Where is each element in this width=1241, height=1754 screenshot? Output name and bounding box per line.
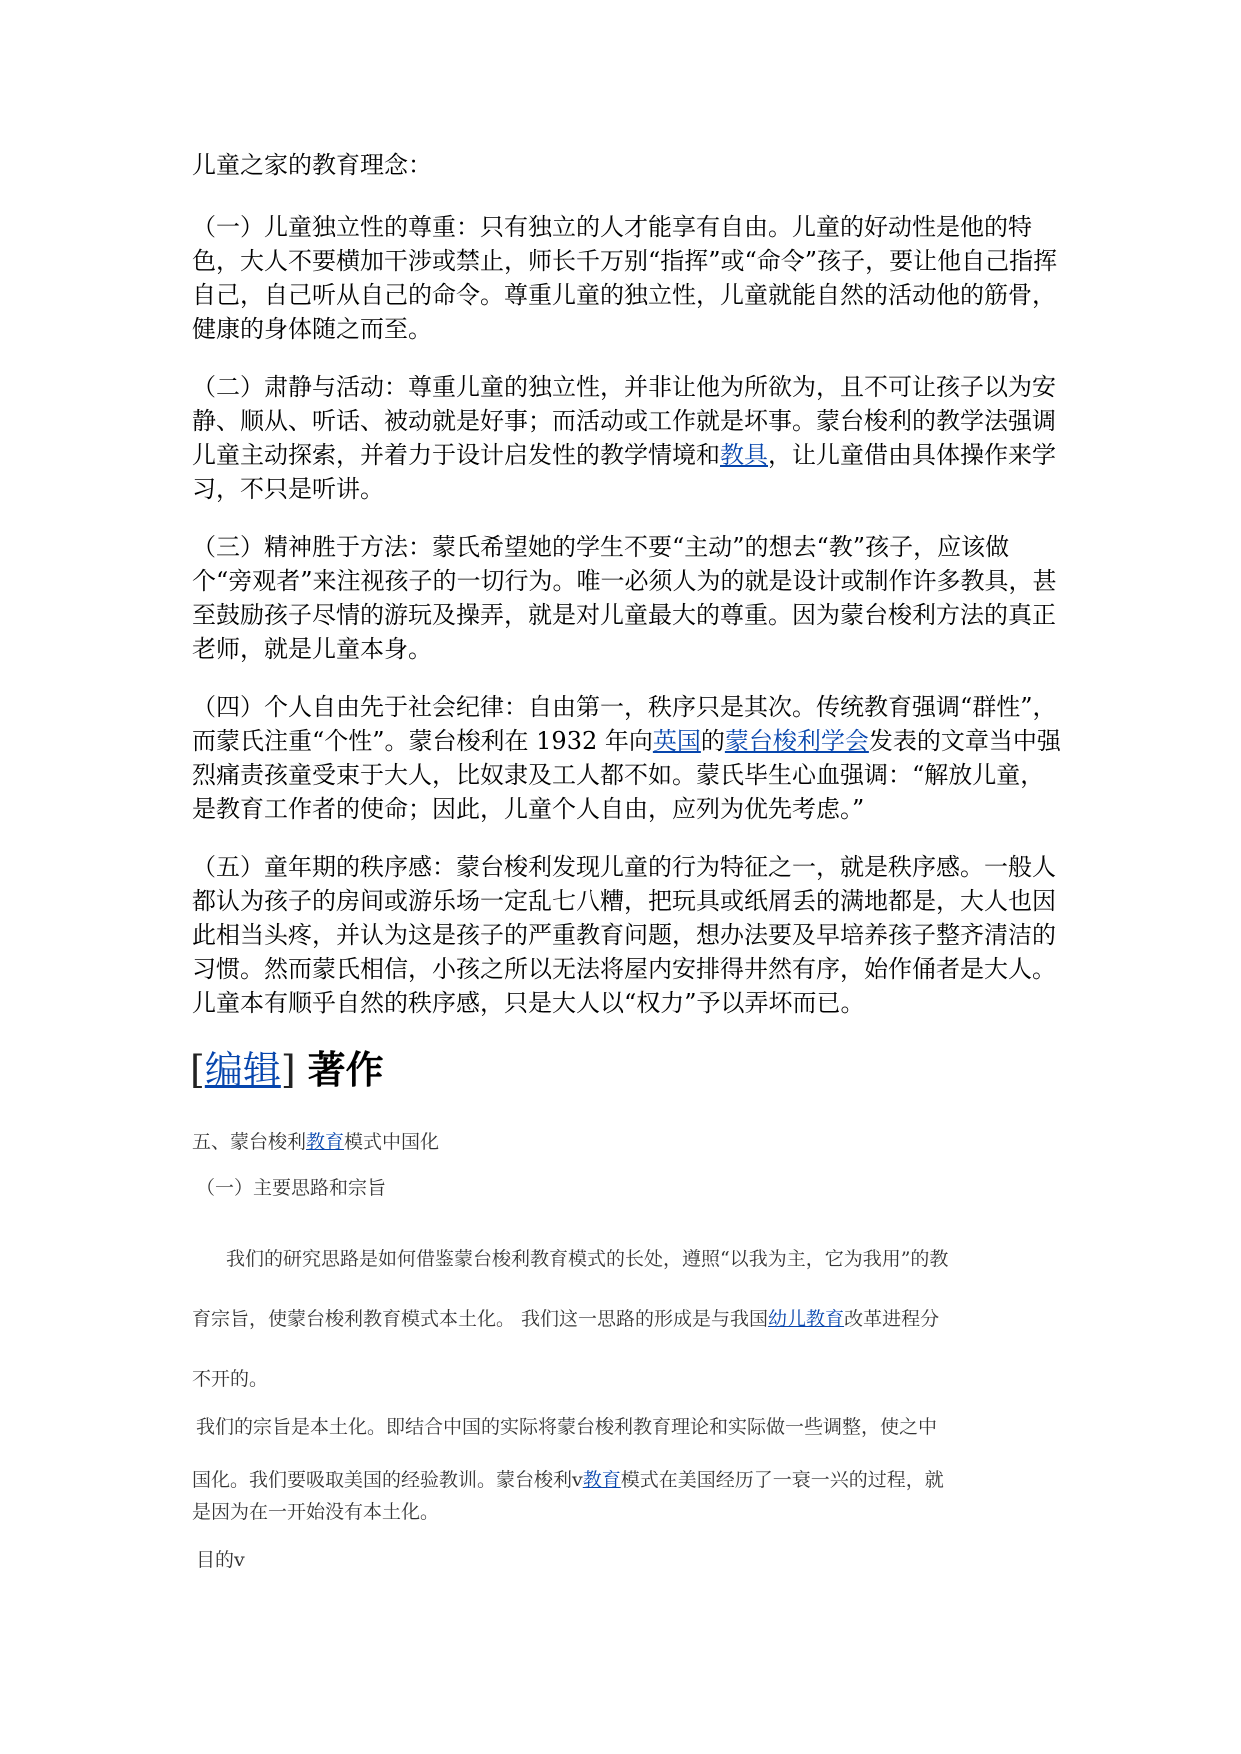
paragraph-independence: （一）儿童独立性的尊重：只有独立的人才能享有自由。儿童的好动性是他的特色，大人不要横加干涉或禁止，师长千万别“指挥”或“命令”孩子，要让他自己指挥自己，自己听从自己的命令。尊重儿童的独立性，儿童就能自然的活动他的筋骨，健康的身体随之而至。 [192,213,1058,343]
paragraph-line [192,1465,944,1492]
paragraph-line: 目的v [196,1549,245,1571]
paragraph-text: 改革进程分 [844,1308,940,1330]
intro-line: 儿童之家的教育理念： [192,151,432,179]
subheading-text: 模式中国化 [344,1131,440,1153]
paragraph-text: 的 [700,727,725,755]
bracket-open: [ [190,1048,205,1092]
subheading-five [192,1127,439,1154]
paragraph-text: 国化。我们要吸取美国的经验教训。蒙台梭利v [192,1469,583,1491]
paragraph-text: 模式在美国经历了一衰一兴的过程，就 [620,1469,944,1491]
link-teaching-aids[interactable]: 教具 [720,441,768,469]
paragraph-quiet-activity [192,370,1062,506]
link-preschool-education[interactable]: 幼儿教育 [768,1308,845,1330]
paragraph-text: 发表的文章当中强烈痛责孩童受束于大人，比奴隶及工人都不如。蒙氏毕生心血强调：“解放儿童，是教育工作者的使命；因此，儿童个人自由，应列为优先考虑。” [192,727,1061,823]
paragraph-line: 是因为在一开始没有本土化。 [192,1501,440,1523]
paragraph-text: （四）个人自由先于社会纪律：自由第一，秩序只是其次。传统教育强调“群性”，而蒙氏注重“个性”。蒙台梭利在 1932 年向 [192,693,1057,755]
paragraph-sense-of-order: （五）童年期的秩序感：蒙台梭利发现儿童的行为特征之一，就是秩序感。一般人都认为孩子的房间或游乐场一定乱七八糟，把玩具或纸屑丢的满地都是，大人也因此相当头疼，并认为这是孩子的严重教育问题，想办法要及早培养孩子整齐清洁的习惯。然而蒙氏相信，小孩之所以无法将屋内安排得井然有序，始作俑者是大人。儿童本有顺乎自然的秩序感，只是大人以“权力”予以弄坏而已。 [192,853,1056,1017]
paragraph-line: 我们的宗旨是本土化。即结合中国的实际将蒙台梭利教育理论和实际做一些调整，使之中 [196,1416,938,1438]
link-montessori-society[interactable]: 蒙台梭利学会 [724,727,869,755]
section-heading [190,1045,384,1095]
bracket-close: ] [280,1048,296,1092]
subheading-text: 五、蒙台梭利 [192,1131,307,1153]
paragraph-freedom-discipline [192,690,1062,826]
heading-title: 著作 [307,1047,384,1092]
link-education-2[interactable]: 教育 [582,1469,621,1491]
paragraph-text: 育宗旨，使蒙台梭利教育模式本土化。 我们这一思路的形成是与我国 [192,1308,769,1330]
paragraph-line: 不开的。 [192,1368,269,1390]
link-britain[interactable]: 英国 [652,727,701,755]
subheading-one: （一）主要思路和宗旨 [196,1177,387,1199]
philosophy-section [192,148,1062,1044]
paragraph-line [192,1304,939,1331]
paragraph-text: ，让儿童借由具体操作来学习，不只是听讲。 [192,441,1056,503]
paragraph-line: 我们的研究思路是如何借鉴蒙台梭利教育模式的长处，遵照“以我为主，它为我用”的教 [226,1248,949,1270]
edit-link[interactable]: 编辑 [204,1048,281,1092]
paragraph-spirit-method: （三）精神胜于方法：蒙氏希望她的学生不要“主动”的想去“教”孩子，应该做个“旁观者”来注视孩子的一切行为。唯一必须人为的就是设计或制作许多教具，甚至鼓励孩子尽情的游玩及操弄，就是对儿童最大的尊重。因为蒙台梭利方法的真正老师，就是儿童本身。 [192,533,1057,663]
link-education[interactable]: 教育 [306,1131,345,1153]
paragraph-text: （二）肃静与活动：尊重儿童的独立性，并非让他为所欲为，且不可让孩子以为安静、顺从、听话、被动就是好事；而活动或工作就是坏事。蒙台梭利的教学法强调儿童主动探索，并着力于设计启发性的教学情境和 [192,373,1056,469]
